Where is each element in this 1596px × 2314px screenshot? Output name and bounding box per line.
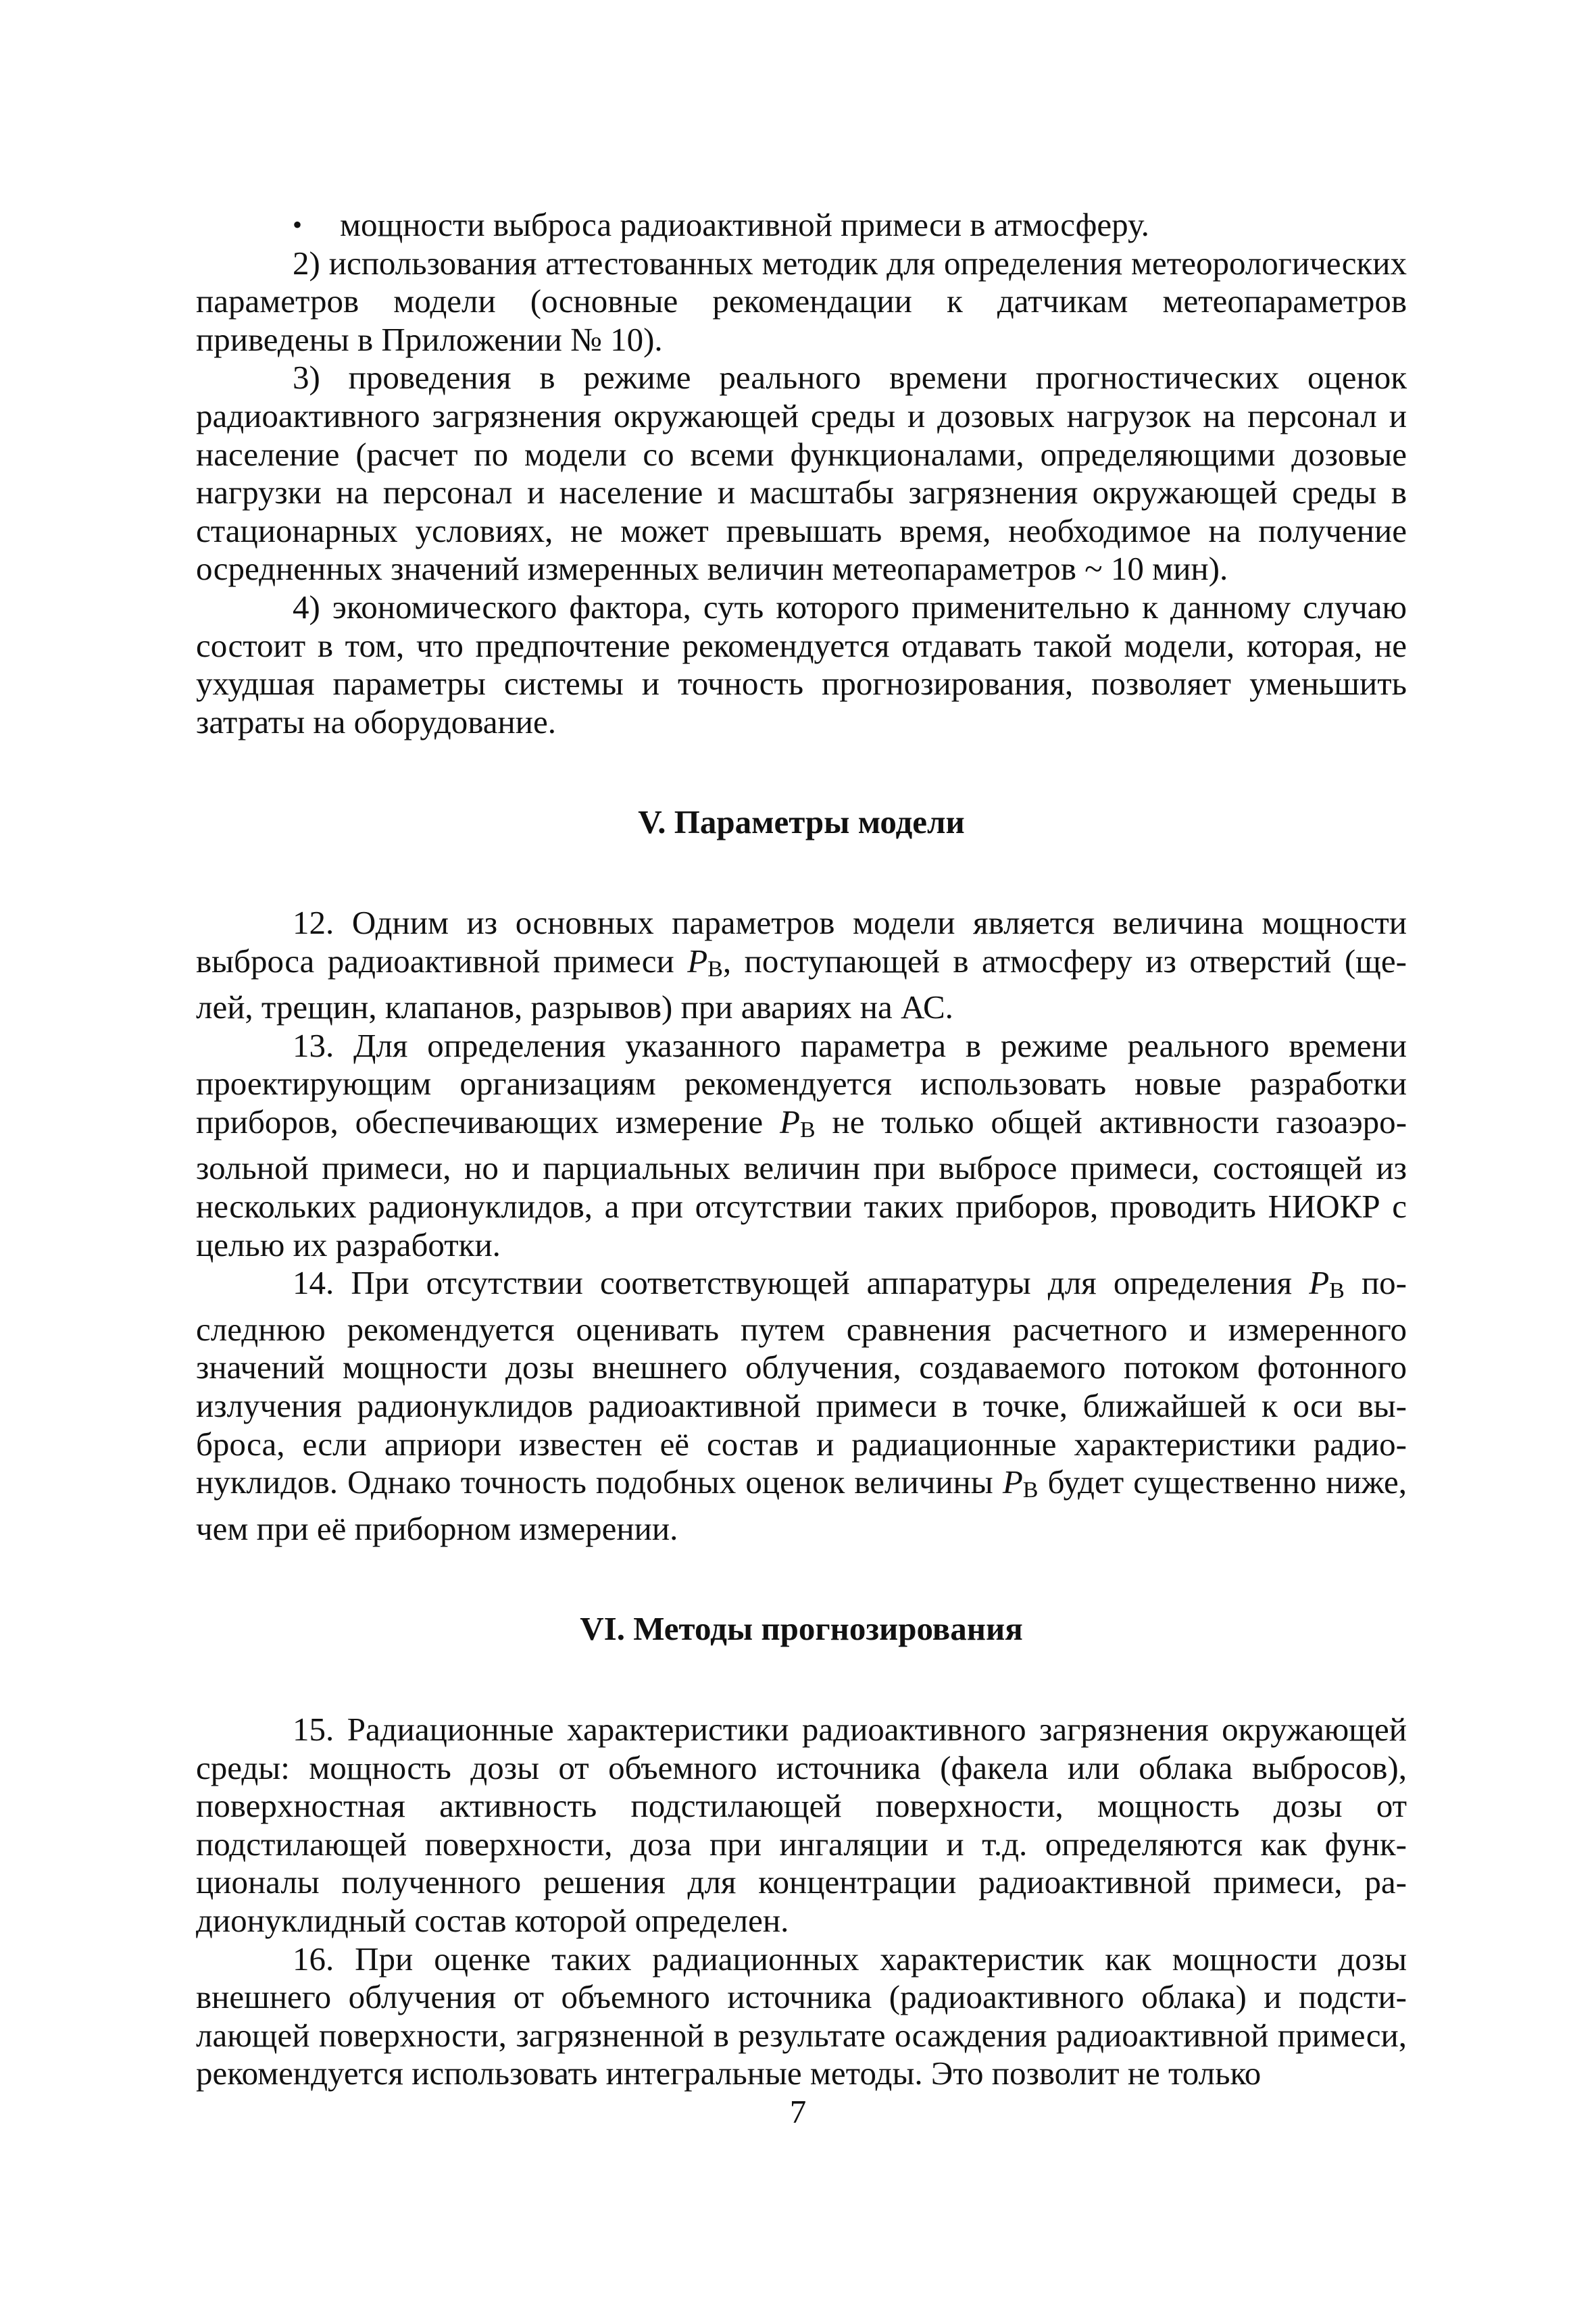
- bullet-item: [196, 206, 1407, 245]
- paragraph-14-text-b: последнюю рекомендуется оценивать путем сравнения расчетного и измеренного значений мощности дозы внешнего облучения, создаваемого потоком фотонного излучения радионуклидов радиоактивной примеси в точке, ближайшей к оси выброса, если априори известен её состав и радиационные характеристики радионуклидов. Однако точность подобных оценок величины: [196, 1264, 1407, 1501]
- paragraph-13-text-a: 13. Для определения указанного параметра в режиме реального времени проектирующим организациям рекомендуется использовать новые разработки приборов, обеспечивающих измерение: [196, 1026, 1407, 1140]
- symbol-p: P: [687, 942, 708, 980]
- paragraph-12-text-a: 12. Одним из основных параметров модели является величина мощности выброса радиоактивной примеси: [196, 903, 1407, 980]
- symbol-subscript: В: [799, 1117, 816, 1142]
- paragraph-15: 15. Радиационные характеристики радиоактивного загрязнения окружающей среды: мощность дозы от объемного источника (факела или облака выбросов), поверхностная активность подстилающей поверхности, мощность дозы от подстилающей поверхности, доза при ингаляции и т.д. определяются как функционалы полученного решения для концентрации радиоактивной примеси, радионуклидный состав которой определен.: [196, 1711, 1407, 1939]
- symbol-pb: [1309, 1264, 1345, 1304]
- symbol-pb: [1003, 1463, 1039, 1501]
- paragraph-14-text-a: 14. При отсутствии соответствующей аппаратуры для определения: [293, 1264, 1310, 1302]
- bullet-text: мощности выброса радиоактивной примеси в атмосферу.: [340, 206, 1149, 243]
- section-heading-vi: VI. Методы прогнозирования: [580, 1610, 1023, 1648]
- symbol-subscript: В: [1022, 1478, 1039, 1503]
- symbol-pb: [687, 942, 723, 980]
- paragraph-13-text-b: не только общей активности газоаэрозольной примеси, но и парциальных величин при выбросе примеси, состоящей из нескольких радионуклидов, а при отсутствии таких приборов, проводить НИОКР с целью их разработки.: [196, 1103, 1407, 1263]
- paragraph-item-2: 2) использования аттестованных методик для определения метеорологических параметров модели (основные рекомендации к датчикам метеопараметров приведены в Приложении № 10).: [196, 244, 1407, 358]
- paragraph-12-text-b: , поступающей в атмосферу из отверстий (щелей, трещин, клапанов, разрывов) при авариях на АС.: [196, 942, 1407, 1026]
- paragraph-14-text-c: будет существенно ниже, чем при её приборном измерении.: [196, 1463, 1407, 1547]
- symbol-p: P: [779, 1103, 800, 1140]
- paragraph-13: [196, 1027, 1407, 1265]
- symbol-subscript: В: [1329, 1278, 1345, 1304]
- page-number: 7: [789, 2093, 807, 2130]
- bullet-icon: •: [293, 209, 303, 240]
- paragraph-item-4: 4) экономического фактора, суть которого применительно к данному случаю состоит в том, что предпочтение рекомендуется отдавать такой модели, которая, не ухудшая параметры системы и точность прогнозирования, позволяет уменьшить затраты на оборудование.: [196, 588, 1407, 740]
- paragraph-14: [196, 1264, 1407, 1548]
- symbol-p: P: [1002, 1463, 1023, 1501]
- symbol-p: P: [1309, 1264, 1330, 1302]
- symbol-subscript: В: [707, 956, 723, 982]
- page-body: [196, 206, 1407, 2093]
- paragraph-item-3: 3) проведения в режиме реального времени прогностических оценок радиоактивного загрязнения окружающей среды и дозовых нагрузок на персонал и население (расчет по модели со всеми функционалами, определяющими дозовые нагрузки на персонал и население и масштабы загрязнения окружающей среды в стационарных условиях, не может превышать время, необходимое на получение осредненных значений измеренных величин метеопараметров ~ 10 мин).: [196, 359, 1407, 588]
- paragraph-16: 16. При оценке таких радиационных характеристик как мощности дозы внешнего облучения от объемного источника (радиоактивного облака) и подстилающей поверхности, загрязненной в результате осаждения радиоактивной примеси, рекомендуется использовать интегральные методы. Это позволит не только: [196, 1940, 1407, 2092]
- section-heading-v: V. Параметры модели: [638, 803, 965, 841]
- symbol-pb: [780, 1103, 816, 1140]
- paragraph-12: [196, 904, 1407, 1027]
